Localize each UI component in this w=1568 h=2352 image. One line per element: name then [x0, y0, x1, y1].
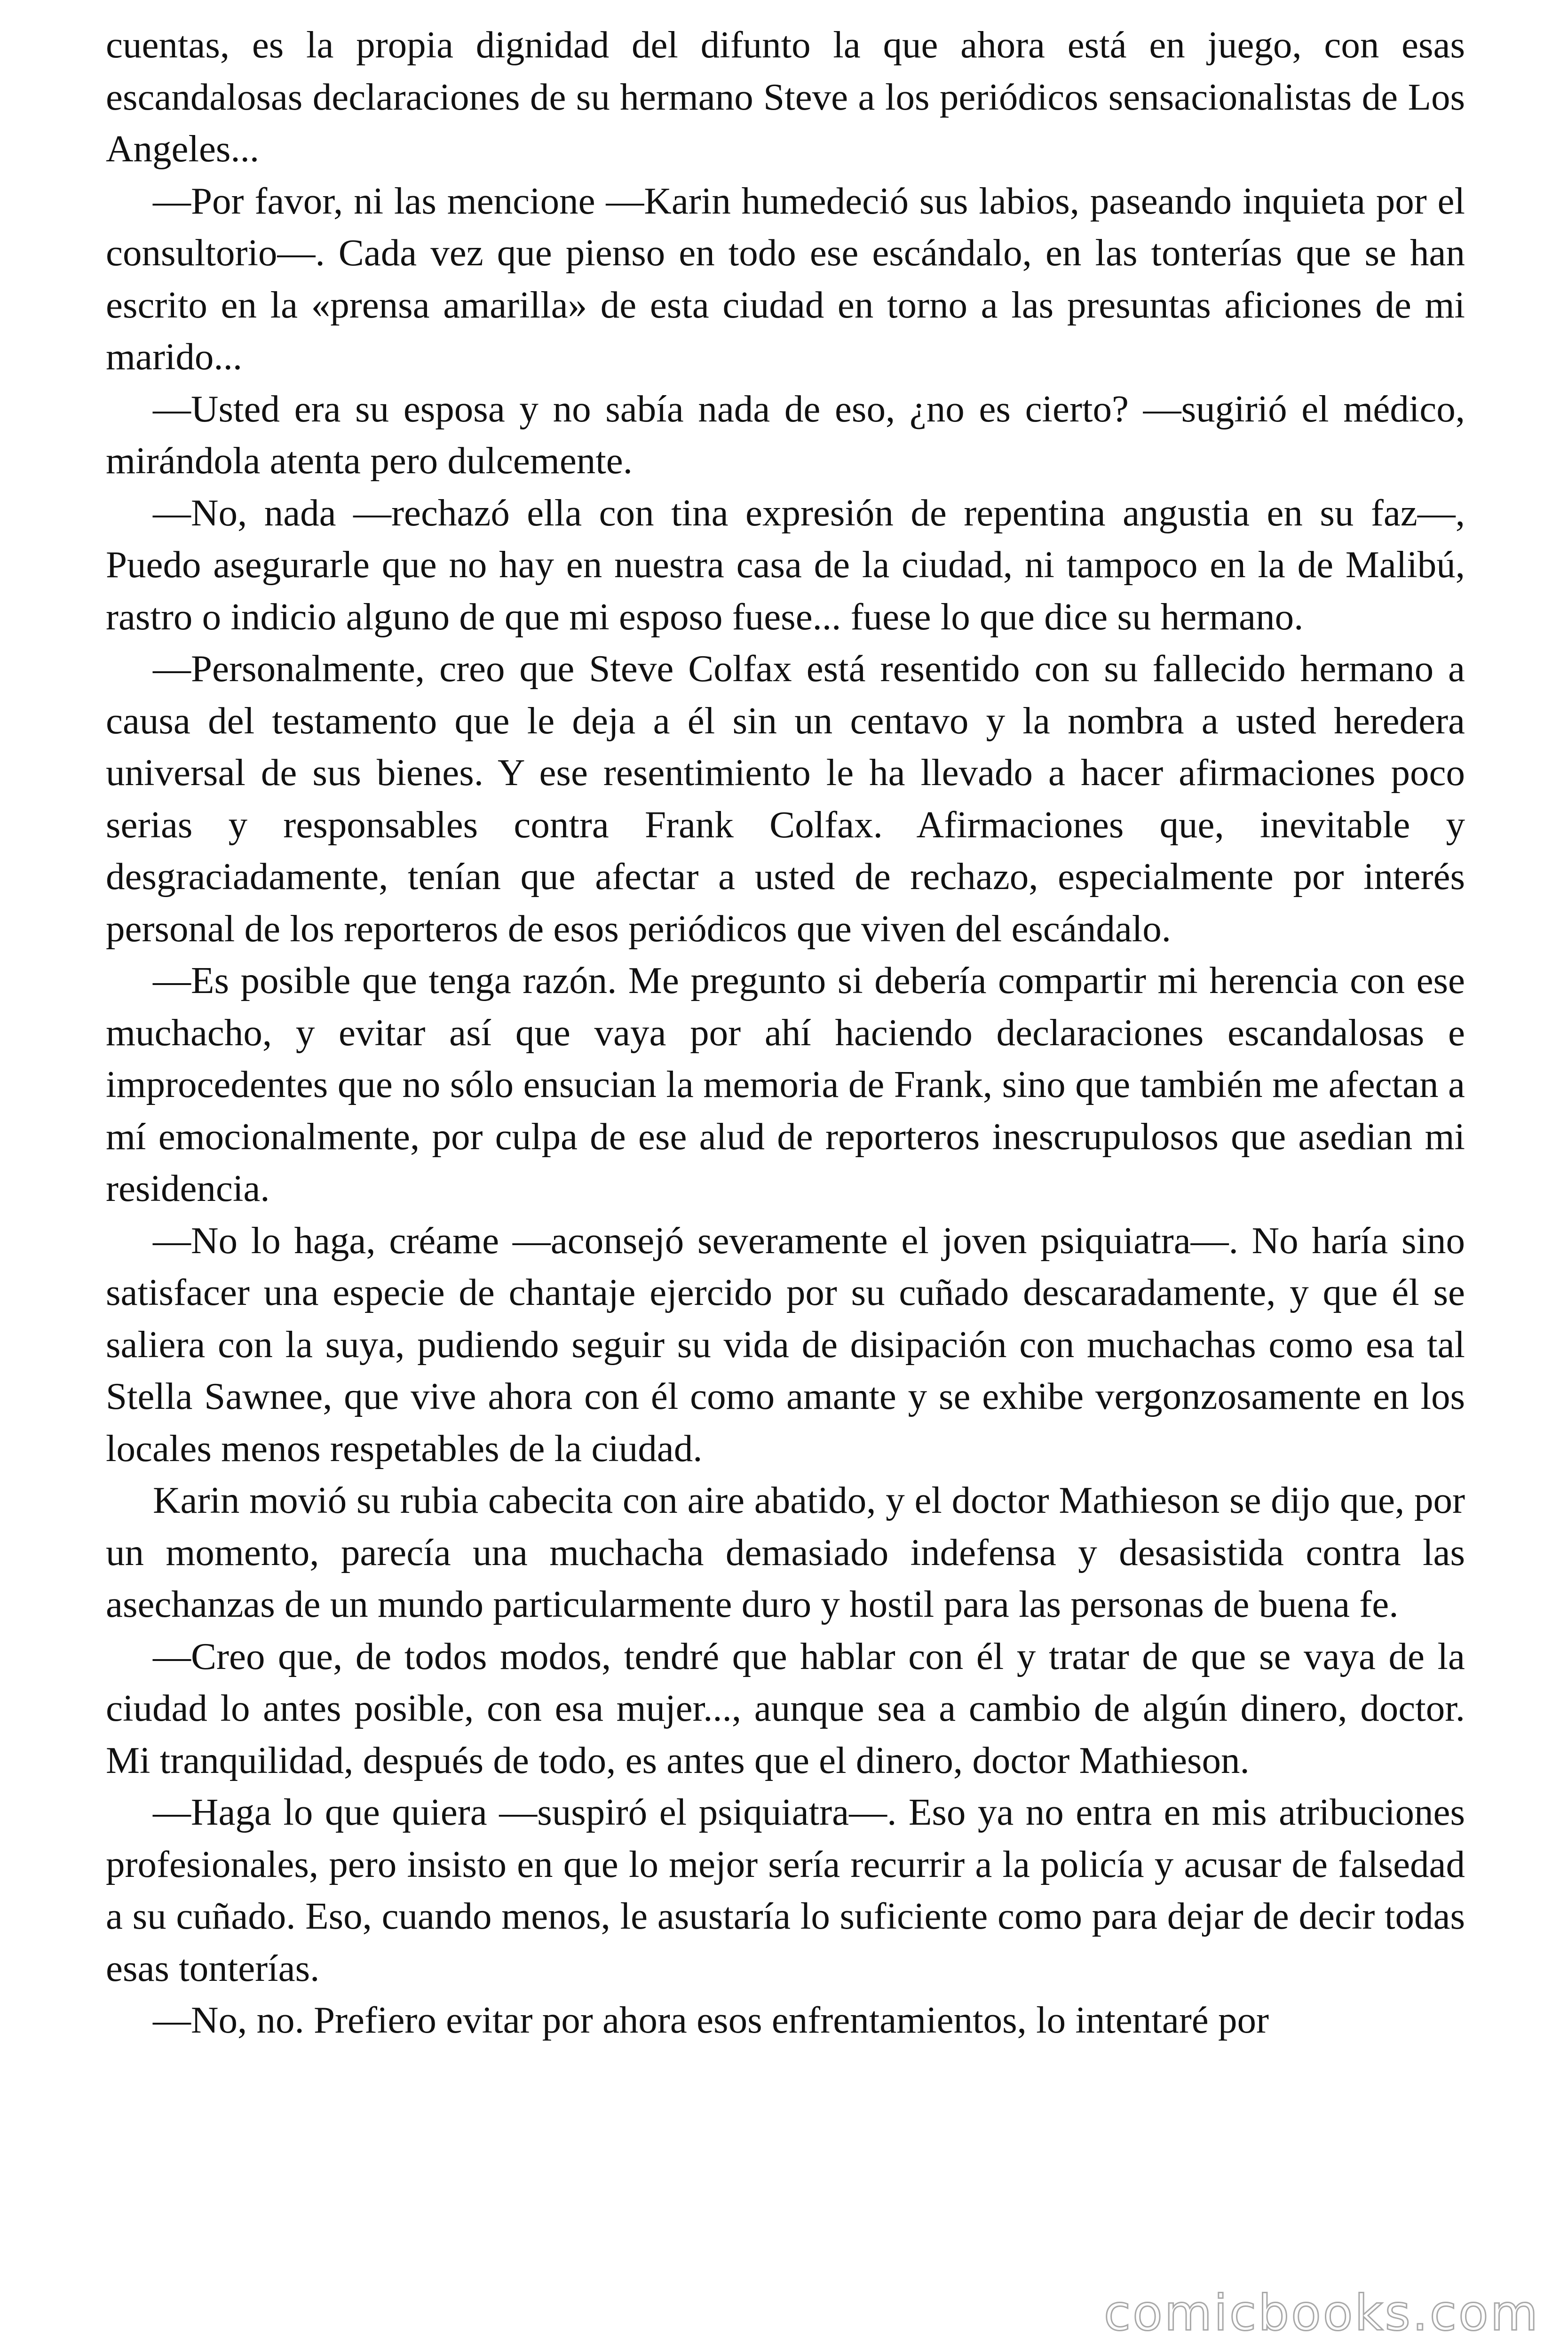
paragraph-5: —Personalmente, creo que Steve Colfax está resentido con su fallecido hermano a causa del testamento que le deja a él sin un centavo y la nombra a usted heredera universal de sus bienes. Y ese resentimiento le ha llevado a hacer afirmaciones poco serias y responsables contra Frank Colfax. Afirmaciones que, inevitable y desgraciadamente, tenían que afectar a usted de rechazo, especialmente por interés personal de los reporteros de esos periódicos que viven del escándalo. [106, 647, 1465, 950]
paragraph-10: —Haga lo que quiera —suspiró el psiquiatra—. Eso ya no entra en mis atribuciones profesionales, pero insisto en que lo mejor sería recurrir a la policía y acusar de falsedad a su cuñado. Eso, cuando menos, le asustaría lo suficiente como para dejar de decir todas esas tonterías. [106, 1791, 1465, 1989]
paragraph-8: Karin movió su rubia cabecita con aire abatido, y el doctor Mathieson se dijo que, por un momento, parecía una muchacha demasiado indefensa y desasistida contra las asechanzas de un mundo particularmente duro y hostil para las personas de buena fe. [106, 1479, 1465, 1625]
paragraph-9: —Creo que, de todos modos, tendré que hablar con él y tratar de que se vaya de la ciudad lo antes posible, con esa mujer..., aunque sea a cambio de algún dinero, doctor. Mi tranquilidad, después de todo, es antes que el dinero, doctor Mathieson. [106, 1635, 1465, 1781]
paragraph-4: —No, nada —rechazó ella con tina expresión de repentina angustia en su faz—, Puedo asegurarle que no hay en nuestra casa de la ciudad, ni tampoco en la de Malibú, rastro o indicio alguno de que mi esposo fuese... fuese lo que dice su hermano. [106, 491, 1465, 638]
paragraph-6: —Es posible que tenga razón. Me pregunto si debería compartir mi herencia con ese muchacho, y evitar así que vaya por ahí haciendo declaraciones escandalosas e improcedentes que no sólo ensucian la memoria de Frank, sino que también me afectan a mí emocionalmente, por culpa de ese alud de reporteros inescrupulosos que asedian mi residencia. [106, 959, 1465, 1209]
watermark-logo: comicbooks.com [1103, 2284, 1540, 2342]
paragraph-2: —Por favor, ni las mencione —Karin humedeció sus labios, paseando inquieta por el consultorio—. Cada vez que pienso en todo ese escándalo, en las tonterías que se han escrito en la «prensa amarilla» de esta ciudad en torno a las presuntas aficiones de mi marido... [106, 179, 1465, 378]
paragraph-3: —Usted era su esposa y no sabía nada de eso, ¿no es cierto? —sugirió el médico, mirándola atenta pero dulcemente. [106, 387, 1465, 482]
paragraph-7: —No lo haga, créame —aconsejó severamente el joven psiquiatra—. No haría sino satisfacer una especie de chantaje ejercido por su cuñado descaradamente, y que él se saliera con la suya, pudiendo seguir su vida de disipación con muchachas como esa tal Stella Sawnee, que vive ahora con él como amante y se exhibe vergonzosamente en los locales menos respetables de la ciudad. [106, 1219, 1465, 1470]
paragraph-11: —No, no. Prefiero evitar por ahora esos enfrentamientos, lo intentaré por [153, 1999, 1269, 2041]
paragraph-1: cuentas, es la propia dignidad del difunto la que ahora está en juego, con esas escandalosas declaraciones de su hermano Steve a los periódicos sensacionalistas de Los Angeles... [106, 24, 1465, 170]
book-page [106, 19, 1465, 2338]
